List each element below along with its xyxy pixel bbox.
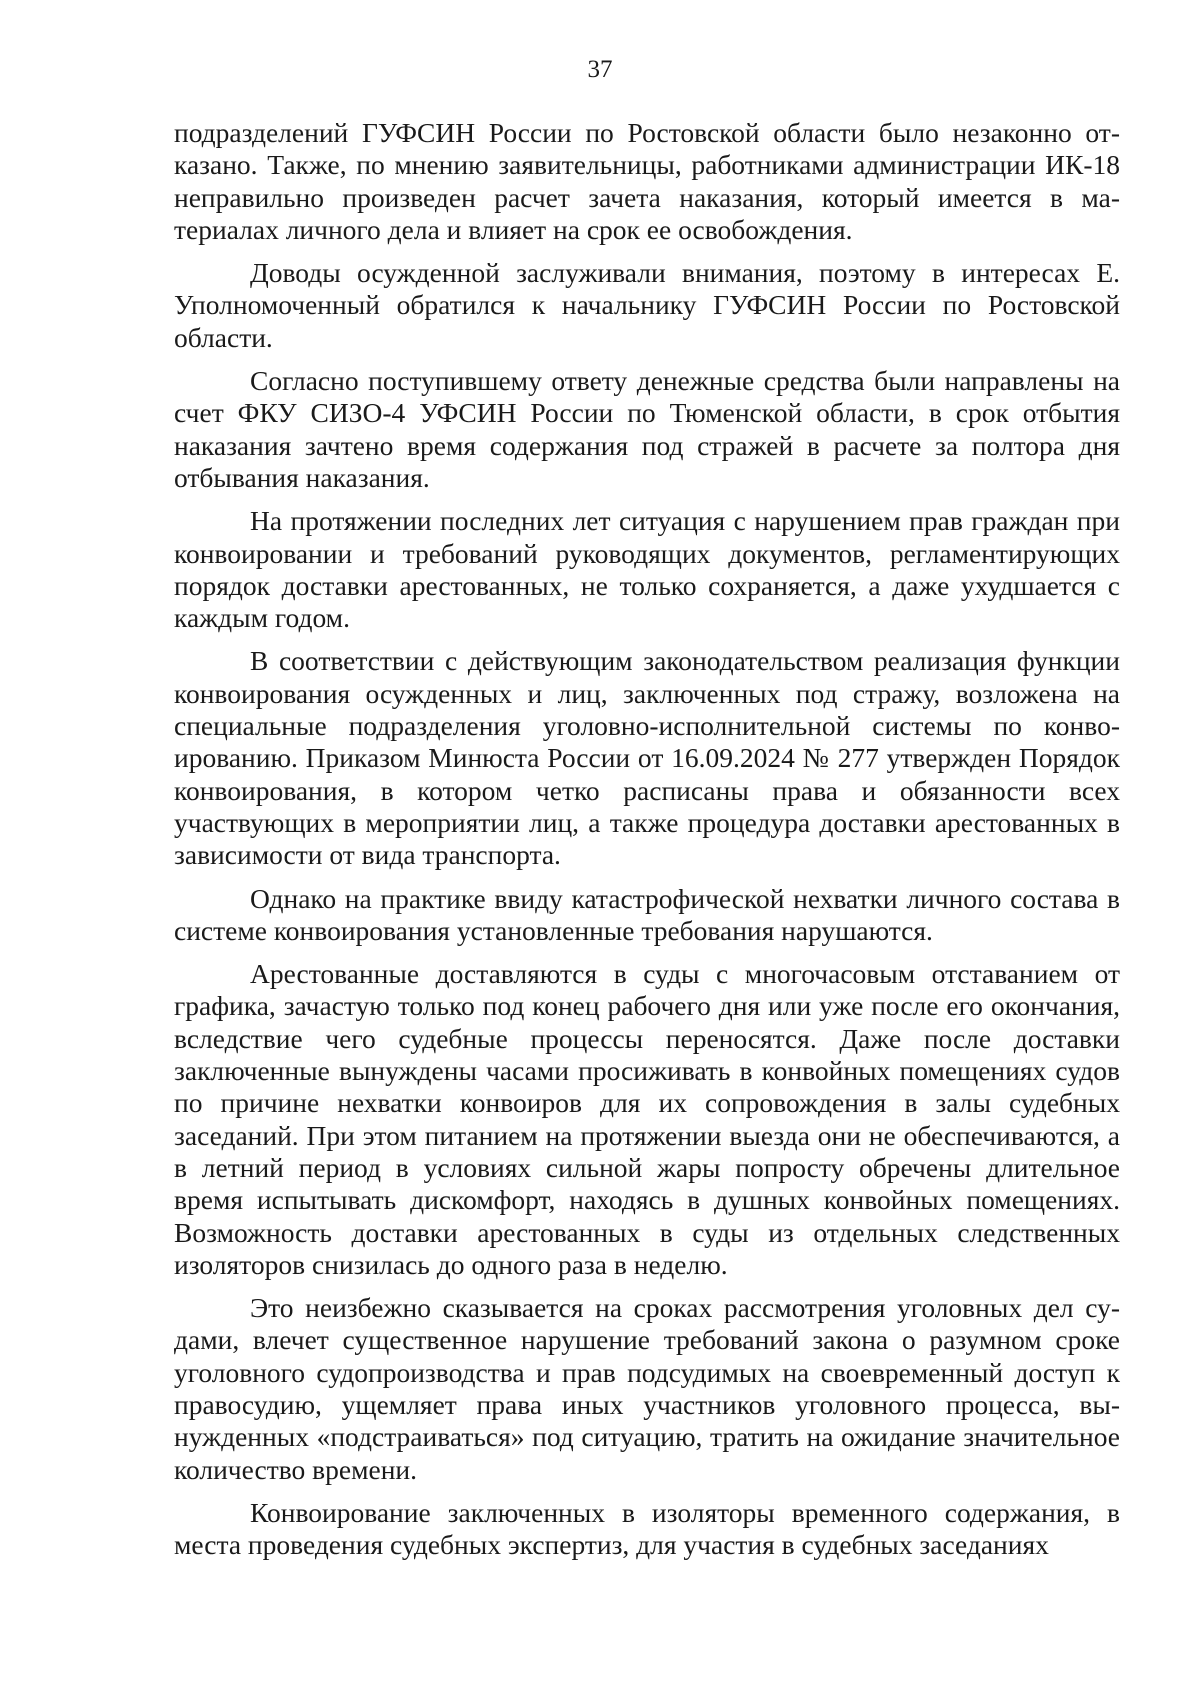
paragraph-5: В соответствии с действующим законодательством реализация функции конвоирования осужденных и лиц, заключенных под стражу, возложена на специальные подразделения уголовно-исполнительной системы по конвоированию. Приказом Минюста России от 16.09.2024 № 277 утвержден Порядок конвоирования, в котором четко расписаны права и обязанности всех участвующих в мероприятии лиц, а также процедура доставки арестованных в зависимости от вида транспорта. — [174, 645, 1120, 871]
paragraph-3: Согласно поступившему ответу денежные средства были направлены на счет ФКУ СИЗО-4 УФСИН России по Тюменской области, в срок отбытия наказания зачтено время содержания под стражей в расчете за полтора дня отбывания наказания. — [174, 365, 1120, 493]
paragraph-8: Это неизбежно сказывается на сроках рассмотрения уголовных дел судами, влечет существенное нарушение требований закона о разумном сроке уголовного судопроизводства и прав подсудимых на своевременный доступ к правосудию, ущемляет права иных участников уголовного процесса, вынужденных «подстраиваться» под ситуацию, тратить на ожидание значительное количество времени. — [174, 1292, 1120, 1485]
paragraph-2: Доводы осужденной заслуживали внимания, поэтому в интересах Е. Уполномоченный обратился к начальнику ГУФСИН России по Ростовской области. — [174, 257, 1120, 353]
document-body — [174, 117, 1120, 1572]
page-number: 37 — [587, 56, 613, 83]
paragraph-6: Однако на практике ввиду катастрофической нехватки личного состава в системе конвоирования установленные требования нарушаются. — [174, 882, 1120, 946]
paragraph-4: На протяжении последних лет ситуация с нарушением прав граждан при конвоировании и требований руководящих документов, регламентирующих порядок доставки арестованных, не только сохраняется, а даже ухудшается с каждым годом. — [174, 505, 1120, 634]
paragraph-9: Конвоирование заключенных в изоляторы временного содержания, в места проведения судебных экспертиз, для участия в судебных заседаниях — [174, 1496, 1120, 1561]
paragraph-7: Арестованные доставляются в суды с многочасовым отставанием от графика, зачастую только под конец рабочего дня или уже после его окончания, вследствие чего судебные процессы переносятся. Даже после доставки заключенные вынуждены часами просиживать в конвойных помещениях судов по причине нехватки конвоиров для их сопровождения в залы судебных заседаний. При этом питанием на протяжении выезда они не обеспечиваются, а в летний период в условиях сильной жары попросту обречены длительное время испытывать дискомфорт, находясь в душных конвойных помещениях. Возможность доставки арестованных в суды из отдельных следственных изоляторов снизилась до одного раза в неделю. — [174, 958, 1120, 1280]
paragraph-1: подразделений ГУФСИН России по Ростовской области было незаконно отказано. Также, по мнению заявительницы, работниками администрации ИК-18 неправильно произведен расчет зачета наказания, который имеется в материалах личного дела и влияет на срок ее освобождения. — [174, 117, 1120, 245]
